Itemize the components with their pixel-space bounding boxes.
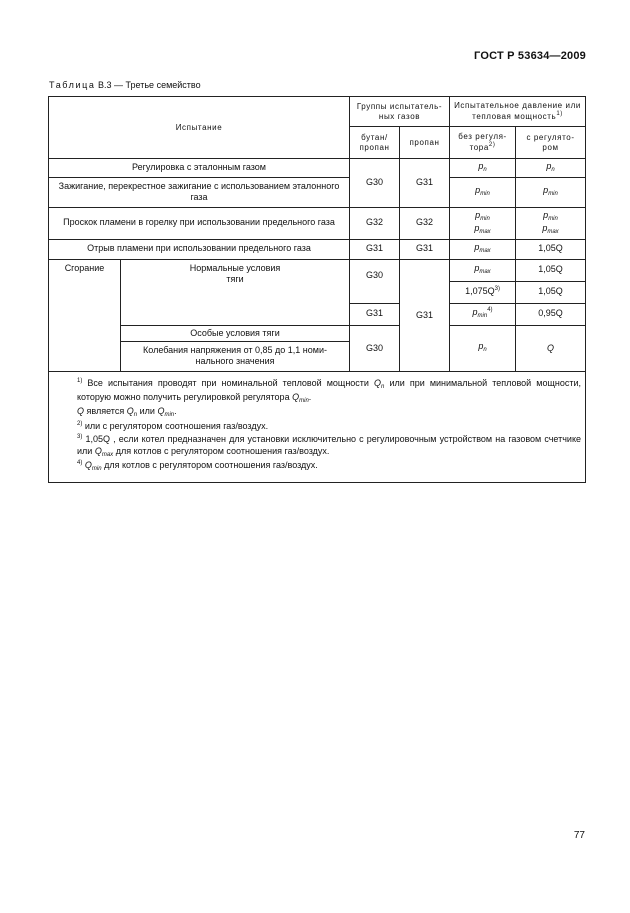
pressure-without-comb-c: $p_{min}^{4)}$ xyxy=(450,303,516,325)
gas-propane-r3: G32 xyxy=(400,207,450,239)
gas-propane-comb: G31 xyxy=(400,259,450,371)
row-flashback xyxy=(49,207,586,239)
gas-butane-r4: G31 xyxy=(350,239,400,259)
row-combustion-special xyxy=(49,325,586,341)
test-ignition: Зажигание, перекрестное зажигание с использованием эталонного газа xyxy=(49,177,350,207)
header-test: Испытание xyxy=(49,97,350,159)
test-table xyxy=(48,96,586,483)
caption-dash: — xyxy=(111,80,126,90)
test-reference-gas: Регулировка с эталонным газом xyxy=(49,159,350,178)
header-propane: пропан xyxy=(400,127,450,159)
header-pressure-note: 1) xyxy=(556,111,563,117)
pressure-without-r4: $p_{max}$ xyxy=(450,239,516,259)
pressure-without-r1: $p_n$ xyxy=(450,159,516,178)
gas-butane-r3: G32 xyxy=(350,207,400,239)
pressure-without-r2: $p_{min}$ xyxy=(450,177,516,207)
pressure-without-comb-a: $p_{max}$ xyxy=(450,259,516,281)
pressure-with-r2: $p_{min}$ xyxy=(516,177,586,207)
table-notes xyxy=(49,371,586,482)
row-ignition xyxy=(49,177,586,207)
header-without-regulator-note: 2) xyxy=(488,142,496,148)
row-combustion-a xyxy=(49,259,586,281)
pressure-with-r1: $p_n$ xyxy=(516,159,586,178)
gas-butane-comb-c: G31 xyxy=(350,303,400,325)
note-3: $^{3)}$ 1,05Q , если котел предназначен для установки исключительно с регулировочным устройством на газовом счетчике или $Q_{max}$ для котлов с регулятором соотношения газ/воздух. xyxy=(77,433,582,458)
gas-butane-comb-normal: G30 xyxy=(350,259,400,303)
pressure-with-comb-d: Q xyxy=(516,325,586,371)
header-without-regulator xyxy=(450,127,516,159)
test-special-draught: Особые условия тяги xyxy=(121,325,350,341)
gas-propane-r4: G31 xyxy=(400,239,450,259)
header-pressure xyxy=(450,97,586,127)
header-gas-groups: Группы испытатель-ных газов xyxy=(350,97,450,127)
pressure-with-comb-a: 1,05Q xyxy=(516,259,586,281)
gas-butane-comb-special: G30 xyxy=(350,325,400,371)
pressure-without-comb-d: $p_n$ xyxy=(450,325,516,371)
caption-title: Третье семейство xyxy=(125,80,201,90)
pressure-with-comb-b: 1,05Q xyxy=(516,281,586,303)
page-number: 77 xyxy=(573,830,585,841)
caption-number: В.3 xyxy=(98,80,112,90)
standard-number: ГОСТ Р 53634—2009 xyxy=(474,50,586,62)
pressure-without-r3: $p_{min}$ $p_{max}$ xyxy=(450,207,516,239)
note-1b: Q является $Q_n$ или $Q_{min}$. xyxy=(77,406,177,419)
row-reference-gas xyxy=(49,159,586,178)
test-lift: Отрыв пламени при использовании предельного газа xyxy=(49,239,350,259)
notes-row xyxy=(49,371,586,482)
pressure-with-r4: 1,05Q xyxy=(516,239,586,259)
gas-propane-r12: G31 xyxy=(400,159,450,208)
header-pressure-text: Испытательное давление или тепловая мощность xyxy=(454,101,581,121)
note-2: $^{2)}$ или с регулятором соотношения газ/воздух. xyxy=(77,421,269,432)
row-lift xyxy=(49,239,586,259)
header-row-1 xyxy=(49,97,586,127)
test-combustion: Сгорание xyxy=(49,259,121,371)
caption-label: Таблица xyxy=(49,80,96,90)
pressure-without-comb-b: $1,075Q^{3)}$ xyxy=(450,281,516,303)
note-1: $^{1)}$ Все испытания проводят при номинальной тепловой мощности $Q_n$ или при минимальной тепловой мощности, которую можно получить регулировкой регулятора $Q_{min}$. xyxy=(77,377,581,404)
gas-butane-r12: G30 xyxy=(350,159,400,208)
pressure-with-r3: $p_{min}$ $p_{max}$ xyxy=(516,207,586,239)
pressure-with-comb-c: 0,95Q xyxy=(516,303,586,325)
test-flashback: Проскок пламени в горелку при использовании предельного газа xyxy=(49,207,350,239)
header-without-regulator-text: без регуля-тора xyxy=(458,132,507,152)
header-with-regulator: с регулято-ром xyxy=(516,127,586,159)
table-caption xyxy=(49,80,201,90)
test-normal-draught: Нормальные условия тяги xyxy=(121,259,350,325)
note-4: $^{4)}$ $Q_{min}$ для котлов с регулятором соотношения газ/воздух. xyxy=(77,460,318,473)
test-voltage: Колебания напряжения от 0,85 до 1,1 номи-нального значения xyxy=(121,341,350,371)
header-butane-propane: бутан/ пропан xyxy=(350,127,400,159)
